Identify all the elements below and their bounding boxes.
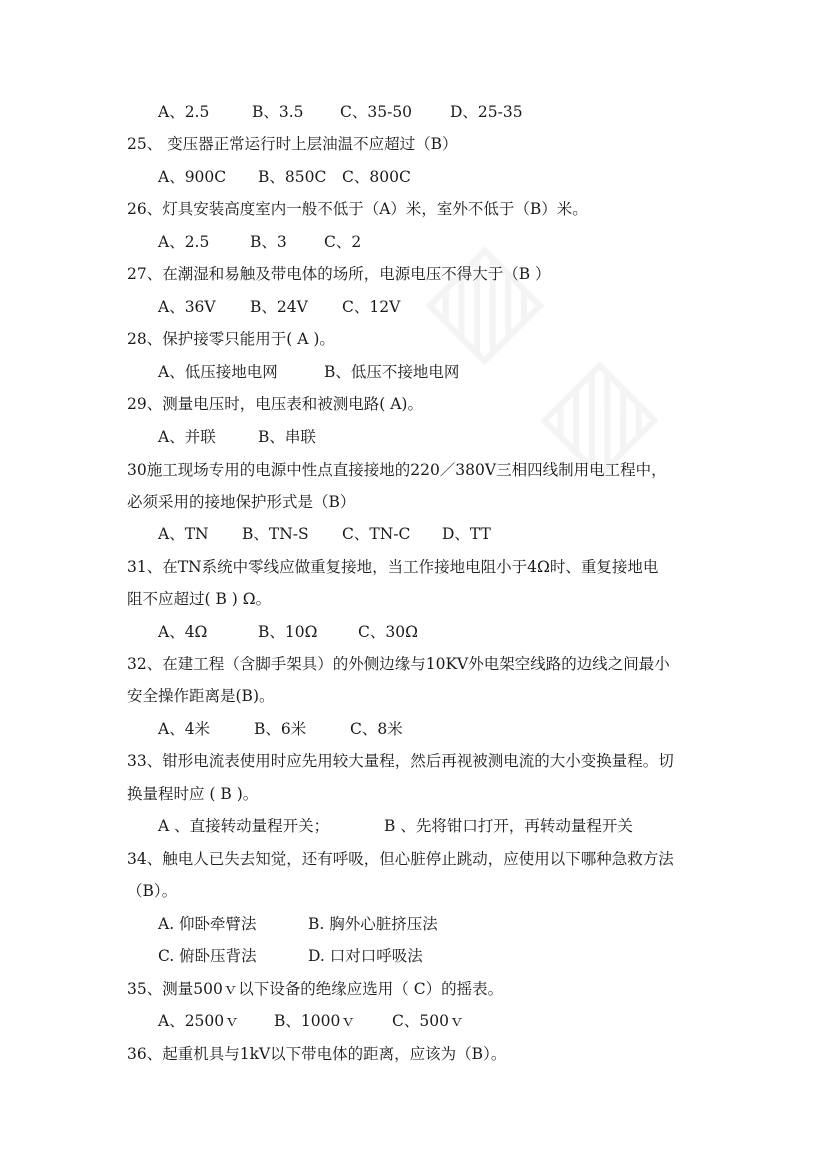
options-q28 xyxy=(0,357,830,387)
question-35: 35、测量500ｖ以下设备的绝缘应选用（ C）的摇表。 xyxy=(127,980,504,998)
option-q35-a: A、2500ｖ xyxy=(158,1012,240,1030)
option-q34-b: B. 胸外心脏挤压法 xyxy=(308,915,438,933)
question-34-line1: 34、触电人已失去知觉，还有呼吸，但心脏停止跳动，应使用以下哪种急救方法 xyxy=(127,850,674,868)
option-q35-b: B、1000ｖ xyxy=(274,1012,356,1030)
question-33-line2: 换量程时应 ( B )。 xyxy=(127,785,259,803)
option-q28-a: A、低压接地电网 xyxy=(158,363,278,381)
options-q27 xyxy=(0,292,830,322)
option-q27-a: A、36V xyxy=(158,298,216,316)
option-q26-a: A、2.5 xyxy=(158,233,210,251)
options-q24 xyxy=(0,97,830,127)
option-q25-b: B、850C xyxy=(258,168,327,186)
option-q24-d: D、25-35 xyxy=(450,103,523,121)
option-q30-a: A、TN xyxy=(158,525,209,543)
question-31-line1: 31、在TN系统中零线应做重复接地，当工作接地电阻小于4Ω时、重复接地电 xyxy=(127,558,659,576)
question-32-line2: 安全操作距离是(B)。 xyxy=(127,687,275,705)
option-q31-c: C、30Ω xyxy=(358,623,418,641)
options-q34-row1 xyxy=(0,909,830,939)
option-q26-c: C、2 xyxy=(324,233,362,251)
option-q30-d: D、TT xyxy=(442,525,491,543)
option-q24-c: C、35-50 xyxy=(340,103,413,121)
question-36: 36、起重机具与1kV以下带电体的距离，应该为（B）。 xyxy=(127,1045,507,1063)
options-q26 xyxy=(0,227,830,257)
option-q29-a: A、并联 xyxy=(158,428,216,446)
options-q30 xyxy=(0,519,830,549)
option-q35-c: C、500ｖ xyxy=(392,1012,465,1030)
question-33-line1: 33、钳形电流表使用时应先用较大量程，然后再视被测电流的大小变换量程。切 xyxy=(127,752,674,770)
question-30-line1: 30施工现场专用的电源中性点直接接地的220／380V三相四线制用电工程中， xyxy=(127,461,667,479)
question-34-line2: （B）。 xyxy=(127,882,178,900)
option-q30-c: C、TN-C xyxy=(342,525,411,543)
option-q25-a: A、900C xyxy=(158,168,227,186)
option-q30-b: B、TN-S xyxy=(242,525,309,543)
option-q34-c: C. 俯卧压背法 xyxy=(158,947,257,965)
option-q33-a: A 、直接转动量程开关； xyxy=(158,817,330,835)
option-q31-a: A、4Ω xyxy=(158,623,208,641)
options-q32 xyxy=(0,714,830,744)
option-q31-b: B、10Ω xyxy=(258,623,318,641)
option-q34-d: D. 口对口呼吸法 xyxy=(308,947,423,965)
option-q32-b: B、6米 xyxy=(254,720,307,738)
options-q34-row2 xyxy=(0,941,830,971)
option-q27-c: C、12V xyxy=(342,298,401,316)
option-q27-b: B、24V xyxy=(250,298,308,316)
option-q24-b: B、3.5 xyxy=(252,103,304,121)
options-q33 xyxy=(0,811,830,841)
option-q29-b: B、串联 xyxy=(258,428,316,446)
option-q24-a: A、2.5 xyxy=(158,103,210,121)
option-q32-a: A、4米 xyxy=(158,720,211,738)
question-28: 28、保护接零只能用于( A )。 xyxy=(127,330,335,348)
option-q25-c: C、800C xyxy=(342,168,411,186)
option-q26-b: B、3 xyxy=(250,233,287,251)
option-q33-b: B 、先将钳口打开，再转动量程开关 xyxy=(384,817,633,835)
question-25: 25、 变压器正常运行时上层油温不应超过（B） xyxy=(127,135,458,153)
option-q28-b: B、低压不接地电网 xyxy=(324,363,460,381)
question-27: 27、在潮湿和易触及带电体的场所，电源电压不得大于（B ） xyxy=(127,265,551,283)
question-26: 26、灯具安装高度室内一般不低于（A）米，室外不低于（B）米。 xyxy=(127,200,588,218)
options-q25 xyxy=(0,162,830,192)
question-32-line1: 32、在建工程（含脚手架具）的外侧边缘与10KV外电架空线路的边线之间最小 xyxy=(127,655,670,673)
options-q31 xyxy=(0,617,830,647)
question-29: 29、测量电压时，电压表和被测电路( A)。 xyxy=(127,395,423,413)
question-30-line2: 必须采用的接地保护形式是（B） xyxy=(127,493,356,511)
option-q32-c: C、8米 xyxy=(350,720,403,738)
question-31-line2: 阻不应超过( B ) Ω。 xyxy=(127,590,272,608)
options-q35 xyxy=(0,1006,830,1036)
options-q29 xyxy=(0,422,830,452)
option-q34-a: A. 仰卧牵臂法 xyxy=(158,915,257,933)
